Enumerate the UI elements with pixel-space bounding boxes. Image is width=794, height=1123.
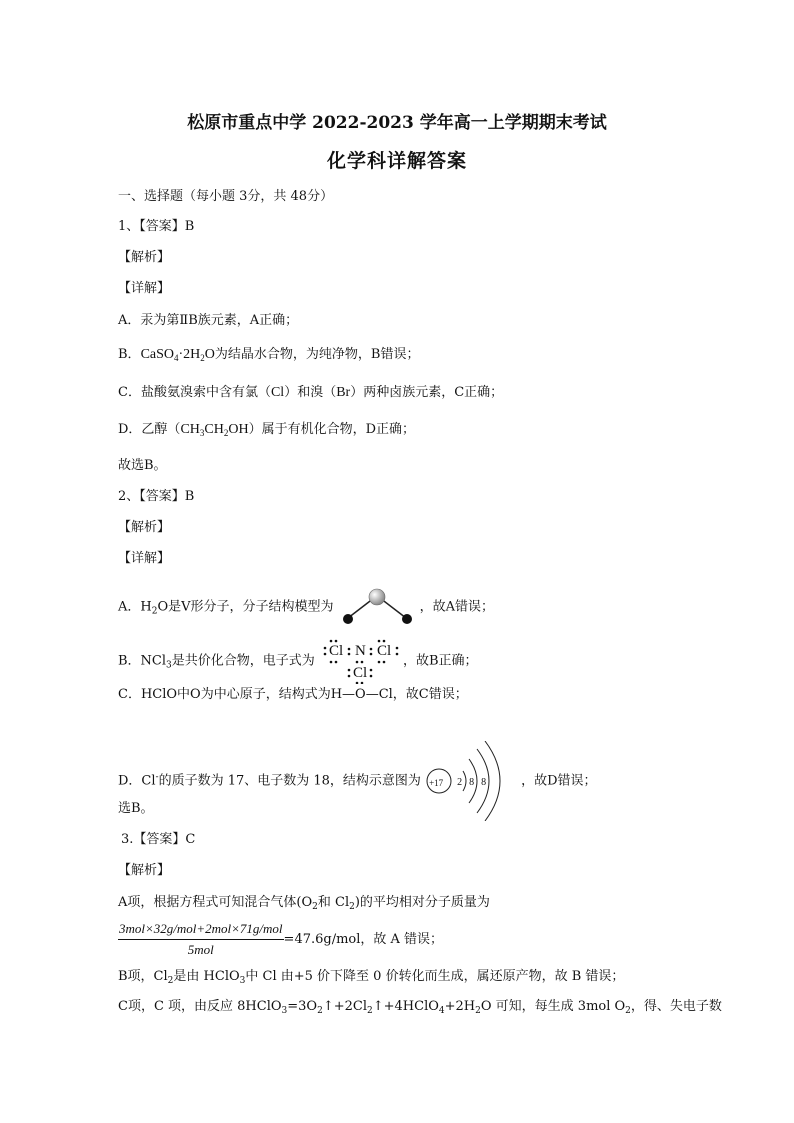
q1-conclusion: 故选B。 bbox=[118, 458, 167, 473]
q3-option-b: B项，$Cl_2$是由 HClO$_3$中 Cl 由+5 价下降至 0 价转化而生成，属还原产物，故 B 错误； bbox=[118, 969, 625, 986]
q2-option-b: B．NCl$_3$是共价化合物，电子式为 Cl N Cl Cl ，故B正确； bbox=[118, 638, 478, 684]
q3-option-a-line2: $\frac{\text{3mol×32g/mol+2mol×71g/mol}}{\text{5mol}}$ =47.6g/mol，故 A 错误； bbox=[119, 921, 444, 957]
q1-option-a: A．汞为第ⅡB族元素，A正确； bbox=[118, 313, 299, 328]
q1-analysis-label: 【解析】 bbox=[118, 250, 171, 265]
average-molar-mass-fraction: $\frac{\text{3mol×32g/mol+2mol×71g/mol}}{\text{5mol}}$ bbox=[119, 921, 283, 957]
q2-answer: 2、【答案】B bbox=[118, 489, 195, 504]
q2-option-d: D．Cl-的质子数为 17、电子数为 18，结构示意图为 +17 2 8 8 ，故D错误； bbox=[118, 741, 597, 821]
q2-analysis-label: 【解析】 bbox=[118, 520, 171, 535]
q2-conclusion: 选B。 bbox=[118, 801, 154, 816]
q3-answer: 3.【答案】C bbox=[121, 832, 196, 847]
q3-analysis-label: 【解析】 bbox=[118, 863, 171, 878]
q1-option-d: D．乙醇$(CH_3CH_2OH)$属于有机化合物，D正确； bbox=[118, 422, 416, 438]
lone-pair-dots-icon bbox=[319, 638, 403, 684]
exam-title: 松原市重点中学 2022-2023 学年高一上学期期末考试 bbox=[187, 113, 607, 133]
q2-detail-label: 【详解】 bbox=[118, 551, 171, 566]
q3-option-a-line1: A项，根据方程式可知混合气体($O_2$和 $Cl_2$)的平均相对分子质量为 bbox=[118, 895, 490, 912]
chloride-ion-structure-diagram: +17 2 8 8 bbox=[425, 741, 521, 821]
q1-detail-label: 【详解】 bbox=[118, 281, 171, 296]
q1-answer: 1、【答案】B bbox=[118, 219, 195, 234]
ncl3-electron-formula: Cl N Cl Cl bbox=[319, 638, 403, 684]
q1-option-b: B．$CaSO_4\cdot 2H_2O$为结晶水合物，为纯净物，B错误； bbox=[118, 347, 420, 363]
section-heading: 一、选择题（每小题 3分，共 48分） bbox=[118, 189, 334, 204]
exam-subtitle: 化学科详解答案 bbox=[326, 150, 467, 172]
q1-option-c: C．盐酸氨溴索中含有氯（Cl）和溴（Br）两种卤族元素，C正确； bbox=[118, 385, 504, 400]
q2-option-a: A．$H_2O$是V形分子，分子结构模型为 ，故A错误； bbox=[118, 588, 494, 626]
water-molecule-model-icon bbox=[338, 588, 420, 626]
q3-option-c: C项，C 项，由反应 $8HClO_3=3O_2↑+2Cl_2↑+4HClO_4+2H_2O$ 可知，每生成 3mol $O_2$，得、失电子数 bbox=[118, 999, 722, 1016]
q2-option-c: C．HClO中O为中心原子，结构式为H—O—Cl，故C错误； bbox=[118, 687, 468, 702]
